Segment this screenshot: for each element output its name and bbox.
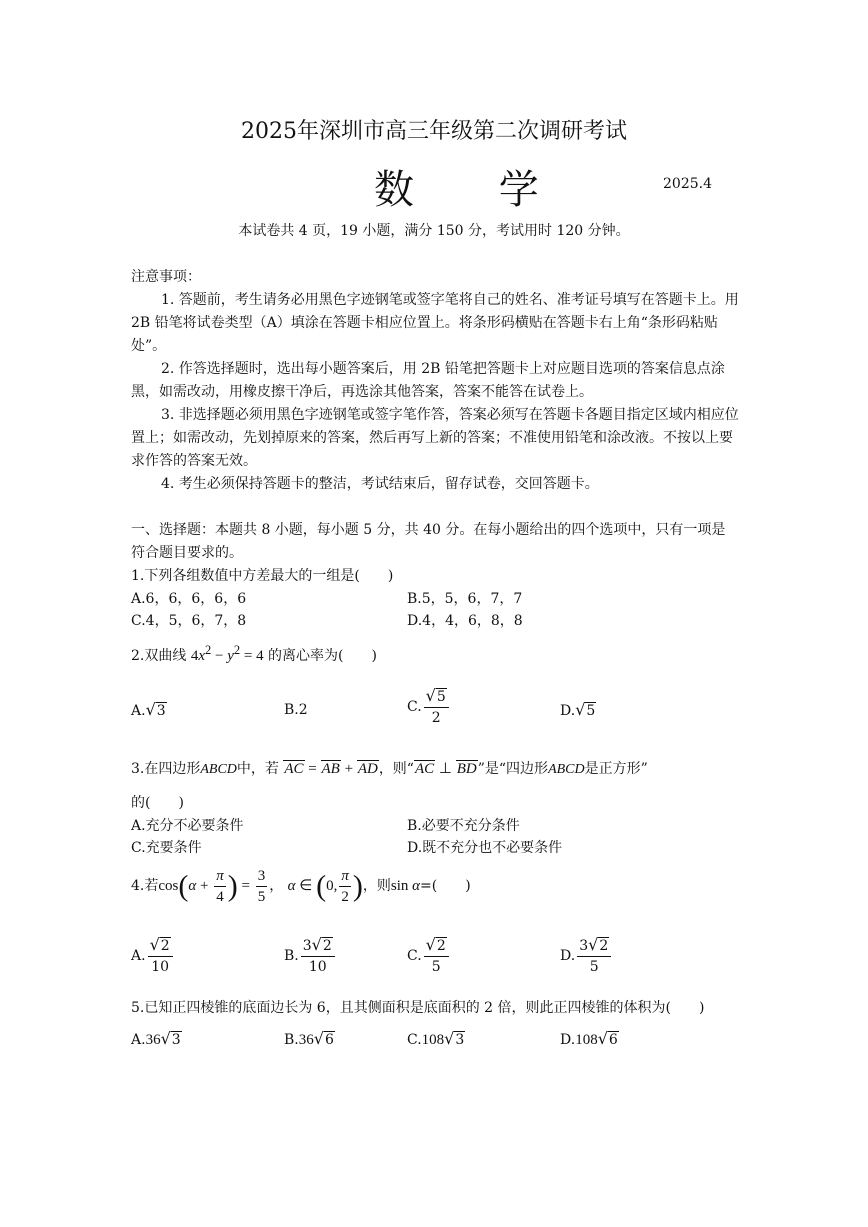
q2-a-val: 3 [156, 703, 166, 719]
q2-eq: = 4 [243, 648, 264, 664]
q1-option-c: C.4，5，6，7，8 [131, 613, 247, 629]
q4-tail: =( ) [420, 877, 471, 894]
q2-c-frac: $\frac{√5}{2}$ [424, 686, 449, 728]
q4-b-num: 2 [322, 938, 332, 954]
q5-d-label: D. [560, 1032, 576, 1048]
q2-a-sqrt: √3 [145, 700, 166, 719]
q3-option-a: A.充分不必要条件 [131, 818, 244, 834]
q2-c-num: 5 [436, 689, 446, 705]
q4-a-frac: $\frac{√2}{10}$ [148, 935, 173, 977]
note-item-1: 1. 答题前，考生请务必用黑色字迹钢笔或签字笔将自己的姓名、准考证号填写在答题卡上。用 2B 铅笔将试卷类型（A）填涂在答题卡相应位置上。将条形码横贴在答题卡右上角“条形码粘贴处”。 [131, 292, 739, 354]
q5-option-d [560, 1029, 619, 1049]
q4-alpha-2: α [287, 877, 296, 894]
q5-b-coef: 36 [298, 1032, 314, 1048]
q3-vec-ad: AD [357, 761, 378, 777]
q4-three: 3 [256, 866, 268, 887]
q5-b-label: B. [284, 1032, 299, 1048]
q4-option-b [284, 935, 337, 977]
q4-a-den: 10 [151, 959, 170, 975]
q3-abcd: ABCD [200, 762, 237, 777]
q2-tail: 的离心率为( ) [268, 648, 377, 664]
q3-mid4: 是正方形” [584, 761, 648, 777]
q3-vector-equation [283, 760, 378, 777]
q3-perp: ⊥ [438, 761, 452, 777]
q2-num: 2.双曲线 [131, 648, 187, 664]
q4-d-coef: 3 [579, 938, 589, 954]
q2-exp-y: 2 [233, 643, 241, 657]
q2-y: y [227, 648, 234, 664]
q5-option-b [284, 1029, 335, 1049]
q4-d-label: D. [560, 948, 576, 964]
q4-three-fifths [256, 866, 268, 907]
q4-option-a [131, 935, 175, 977]
q2-option-d [560, 700, 596, 719]
q3-mid2: ，则“ [378, 761, 414, 777]
q4-d-frac: $\frac{3√2}{5}$ [577, 935, 611, 977]
q4-d-den: 5 [589, 959, 599, 975]
q2-minus: − [214, 648, 224, 664]
q3-mid3: ”是“四边形 [477, 761, 549, 777]
q4-pi-over-2 [339, 866, 351, 907]
q1-option-b: B.5，5，6，7，7 [407, 591, 523, 607]
q4-two: 2 [341, 889, 349, 905]
q3-tail: 的( ) [131, 795, 184, 811]
q4-alpha-3: α [412, 877, 420, 894]
q2-equation [190, 643, 264, 664]
q4-zero: 0, [326, 877, 338, 894]
q3-abcd-2: ABCD [548, 762, 585, 777]
q2-d-label: D. [560, 703, 576, 719]
q2-x: x [198, 648, 205, 664]
q4-four: 4 [216, 889, 224, 905]
q5-b-rad: 6 [324, 1032, 334, 1048]
q4-d-num: 2 [599, 938, 609, 954]
subject-title: 数 学 [374, 167, 575, 213]
q4-plus: + [199, 877, 209, 894]
q3-vec-ac-2: AC [414, 761, 435, 777]
q4-b-coef: 3 [302, 938, 312, 954]
q2-a-label: A. [131, 703, 146, 719]
q3-option-b: B.必要不充分条件 [407, 818, 520, 834]
q3-option-d: D.既不充分也不必要条件 [407, 840, 563, 856]
note-item-2: 2. 作答选择题时，选出每小题答案后，用 2B 铅笔把答题卡上对应题目选项的答案信息点涂黑，如需改动，用橡皮擦干净后，再选涂其他答案，答案不能答在试卷上。 [131, 361, 725, 400]
q4-b-frac: $\frac{3√2}{10}$ [301, 935, 335, 977]
q5-a-coef: 36 [145, 1032, 161, 1048]
q2-coef: 4 [190, 648, 199, 664]
q3-mid1: 中，若 [236, 761, 279, 777]
q3-num: 3.在四边形 [131, 761, 201, 777]
q2-d-val: 5 [586, 703, 596, 719]
q3-eq: = [308, 761, 317, 777]
q5-a-sqrt: √3 [160, 1029, 181, 1048]
note-item-4: 4. 考生必须保持答题卡的整洁，考试结束后，留存试卷，交回答题卡。 [161, 476, 599, 492]
q4-in: ∈ [299, 877, 313, 894]
q3-plus: + [344, 761, 354, 777]
section1-heading: 一、选择题：本题共 8 小题，每小题 5 分，共 40 分。在每小题给出的四个选项中，只有一项是符合题目要求的。 [131, 522, 726, 561]
q4-a-label: A. [131, 948, 146, 964]
q5-d-coef: 108 [575, 1032, 598, 1048]
q5-stem: 5.已知正四棱锥的底面边长为 6，且其侧面积是底面积的 2 倍，则此正四棱锥的体积为( ) [131, 1000, 705, 1016]
q4-eq: = [241, 877, 250, 894]
q4-num: 4.若 [131, 877, 159, 894]
q4-b-label: B. [284, 948, 299, 964]
q4-sin [391, 878, 420, 894]
q4-cos-expr: cos(α + $\frac{\pi}{4}$ ) = $\frac{3}{5}$ [158, 868, 266, 905]
q4-pi-2: π [339, 866, 351, 887]
q3-perp-condition [414, 760, 478, 777]
q5-c-coef: 108 [421, 1032, 445, 1048]
q4-sin-label: sin [390, 877, 409, 894]
q2-option-a [131, 700, 167, 719]
q3-stem [131, 758, 739, 778]
q2-c-den: 2 [431, 710, 441, 726]
q5-a-label: A. [131, 1032, 146, 1048]
q2-stem [131, 643, 377, 665]
q3-vec-bd: BD [456, 761, 477, 777]
q5-d-rad: 6 [608, 1032, 618, 1048]
q2-option-b: B.2 [284, 702, 308, 718]
exam-date: 2025.4 [663, 176, 712, 192]
q4-domain: α ∈ (0, $\frac{\pi}{2}$ ) [287, 868, 363, 905]
q5-c-label: C. [407, 1032, 422, 1048]
q4-cos: cos [158, 877, 179, 894]
q4-option-d [560, 935, 613, 977]
q1-stem: 1.下列各组数值中方差最大的一组是( ) [131, 568, 394, 584]
q1-option-d: D.4，4，6，8，8 [407, 613, 523, 629]
q4-option-c [407, 935, 451, 977]
q4-c-num: 2 [436, 938, 446, 954]
q5-a-rad: 3 [171, 1032, 181, 1048]
q2-d-sqrt: √5 [575, 700, 596, 719]
q3-vec-ac: AC [284, 761, 304, 777]
q4-c-label: C. [407, 948, 422, 964]
q4-stem [131, 866, 471, 907]
q4-b-den: 10 [308, 959, 327, 975]
q2-c-label: C. [407, 699, 422, 715]
q3-option-c: C.充要条件 [131, 840, 202, 856]
exam-title: 2025年深圳市高三年级第二次调研考试 [241, 119, 627, 144]
q5-c-rad: 3 [455, 1032, 465, 1048]
q4-pi-over-4 [214, 866, 226, 907]
q4-a-num: 2 [160, 938, 170, 954]
q5-c-sqrt: √3 [444, 1029, 465, 1048]
q5-d-sqrt: √6 [597, 1029, 618, 1048]
q4-c-frac: $\frac{√2}{5}$ [424, 935, 449, 977]
exam-info: 本试卷共 4 页，19 小题，满分 150 分，考试用时 120 分钟。 [238, 223, 630, 239]
q4-c-den: 5 [431, 959, 441, 975]
q4-pi: π [214, 866, 226, 887]
q5-b-sqrt: √6 [313, 1029, 334, 1048]
q1-option-a: A.6，6，6，6，6 [131, 591, 247, 607]
q4-five: 5 [257, 889, 266, 905]
q5-option-a [131, 1029, 182, 1049]
q4-comma: ， [269, 877, 284, 894]
q3-vec-ab: AB [321, 761, 340, 777]
q5-option-c [407, 1029, 465, 1049]
q4-alpha: α [188, 877, 197, 894]
q4-then: ，则 [362, 877, 391, 894]
q2-exp-x: 2 [204, 643, 212, 657]
note-item-3: 3. 非选择题必须用黑色字迹钢笔或签字笔作答，答案必须写在答题卡各题目指定区域内相应位置上；如需改动，先划掉原来的答案，然后再写上新的答案；不准使用铅笔和涂改液。不按以上要求作答的答案无效。 [131, 407, 739, 469]
notes-heading: 注意事项： [131, 269, 201, 285]
q2-option-c [407, 686, 451, 728]
